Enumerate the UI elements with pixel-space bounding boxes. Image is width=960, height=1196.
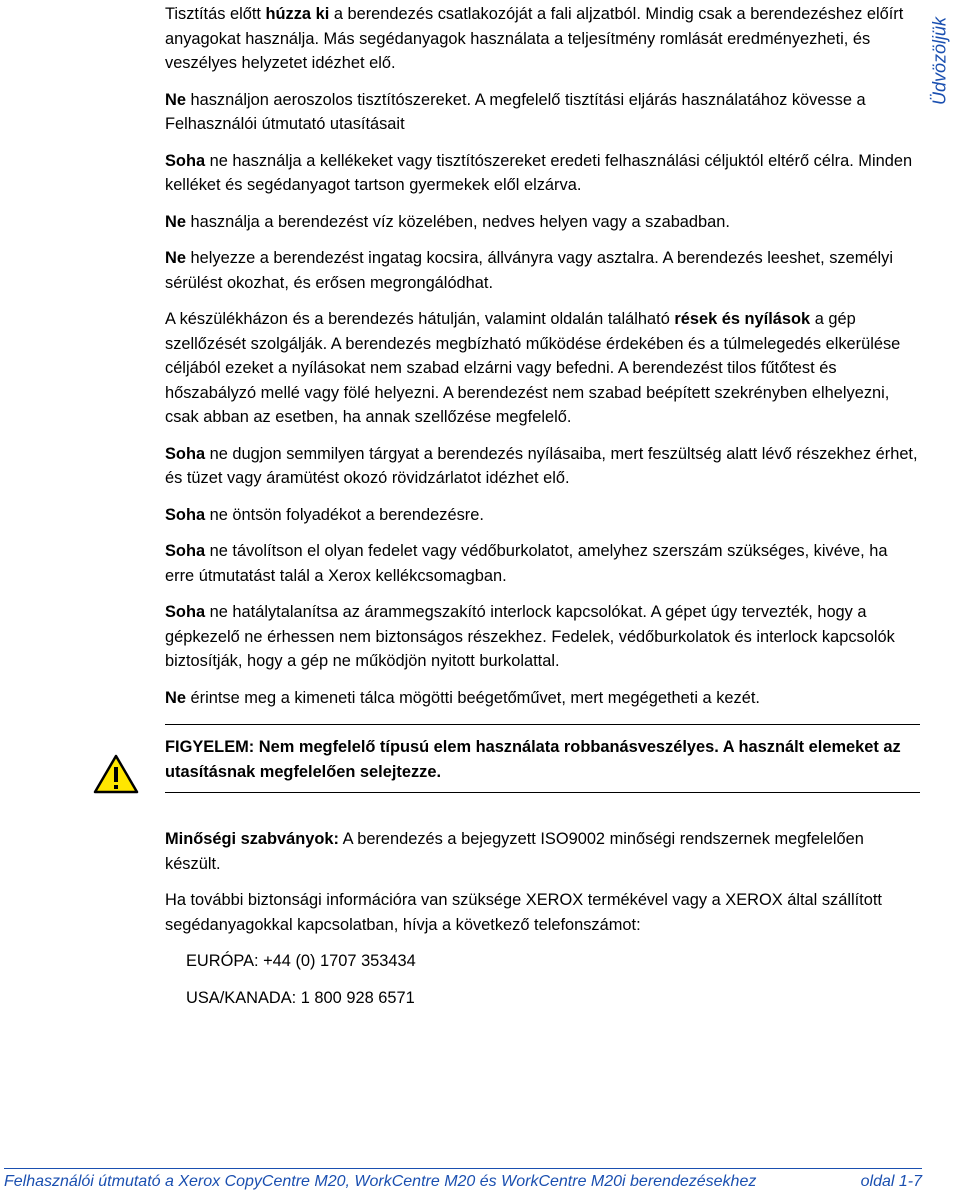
phone-europe: EURÓPA: +44 (0) 1707 353434 xyxy=(186,952,416,970)
page-footer xyxy=(4,1168,922,1191)
safety-paragraph-9: Soha ne távolítson el olyan fedelet vagy védőburkolatot, amelyhez szerszám szükséges, kivéve, ha erre útmutatást talál a Xerox kellékcsomagban. xyxy=(165,542,888,585)
battery-warning-box xyxy=(165,724,920,793)
footer-manual-title: Felhasználói útmutató a Xerox CopyCentre M20, WorkCentre M20 és WorkCentre M20i berendezésekhez xyxy=(4,1173,757,1190)
safety-paragraph-11: Ne érintse meg a kimeneti tálca mögötti beégetőművet, mert megégetheti a kezét. xyxy=(165,688,760,707)
safety-paragraph-5: Ne helyezze a berendezést ingatag kocsira, állványra vagy asztalra. A berendezés leeshet, személyi sérülést okozhat, és erősen megrongálódhat. xyxy=(165,249,893,292)
contact-info-paragraph: Ha további biztonsági információra van szüksége XEROX termékével vagy a XEROX által szállított segédanyagokkal kapcsolatban, hívja a következő telefonszámot: xyxy=(165,891,882,934)
safety-paragraph-6: A készülékházon és a berendezés hátulján, valamint oldalán található rések és nyílások a gép szellőzését szolgálják. A berendezés megbízható működése érdekében és a túlmelegedés elkerülése céljából ezeket a nyílásokat nem szabad elzárni vagy befedni. A berendezést tilos fűtőtest és hőszabályzó mellé vagy fölé helyezni. A berendezést nem szabad beépített szekrényben elhelyezni, csak abban az esetben, ha annak szellőzése megfelelő. xyxy=(165,310,901,426)
warning-triangle-icon xyxy=(92,753,140,795)
page-content xyxy=(165,2,920,1022)
safety-paragraph-10: Soha ne hatálytalanítsa az árammegszakító interlock kapcsolókat. A gépet úgy tervezték, hogy a gépkezelő ne érhessen nem biztonságos részekhez. Fedelek, védőburkolatok és interlock kapcsolók biztosítják, hogy a gép ne működjön nyitott burkolattal. xyxy=(165,603,895,670)
phone-usa-canada: USA/KANADA: 1 800 928 6571 xyxy=(186,988,415,1007)
section-side-tab xyxy=(928,6,952,116)
safety-paragraph-4: Ne használja a berendezést víz közelében, nedves helyen vagy a szabadban. xyxy=(165,212,730,231)
battery-warning-text: FIGYELEM: Nem megfelelő típusú elem használata robbanásveszélyes. A használt elemeket az utasításnak megfelelően selejtezze. xyxy=(165,738,901,781)
safety-paragraph-1: Tisztítás előtt húzza ki a berendezés csatlakozóját a fali aljzatból. Mindig csak a berendezéshez előírt anyagokat használja. Más segédanyagok használata a teljesítmény romlását eredményezheti, és veszélyes helyzetet idézhet elő. xyxy=(165,5,904,72)
footer-page-number: oldal 1-7 xyxy=(860,1173,922,1190)
quality-standards-paragraph: Minőségi szabványok: A berendezés a bejegyzett ISO9002 minőségi rendszernek megfelelően készült. xyxy=(165,830,864,873)
safety-paragraph-3: Soha ne használja a kellékeket vagy tisztítószereket eredeti felhasználási céljuktól eltérő célra. Minden kelléket és segédanyagot tartson gyermekek elől elzárva. xyxy=(165,151,913,194)
safety-paragraph-8: Soha ne öntsön folyadékot a berendezésre. xyxy=(165,505,484,524)
safety-paragraph-7: Soha ne dugjon semmilyen tárgyat a berendezés nyílásaiba, mert feszültség alatt lévő részekhez érhet, és tüzet vagy áramütést okozó rövidzárlatot idézhet elő. xyxy=(165,444,918,487)
section-side-tab-label: Üdvözöljük xyxy=(929,16,950,106)
safety-paragraph-2: Ne használjon aeroszolos tisztítószereket. A megfelelő tisztítási eljárás használatához kövesse a Felhasználói útmutató utasításait xyxy=(165,90,866,133)
